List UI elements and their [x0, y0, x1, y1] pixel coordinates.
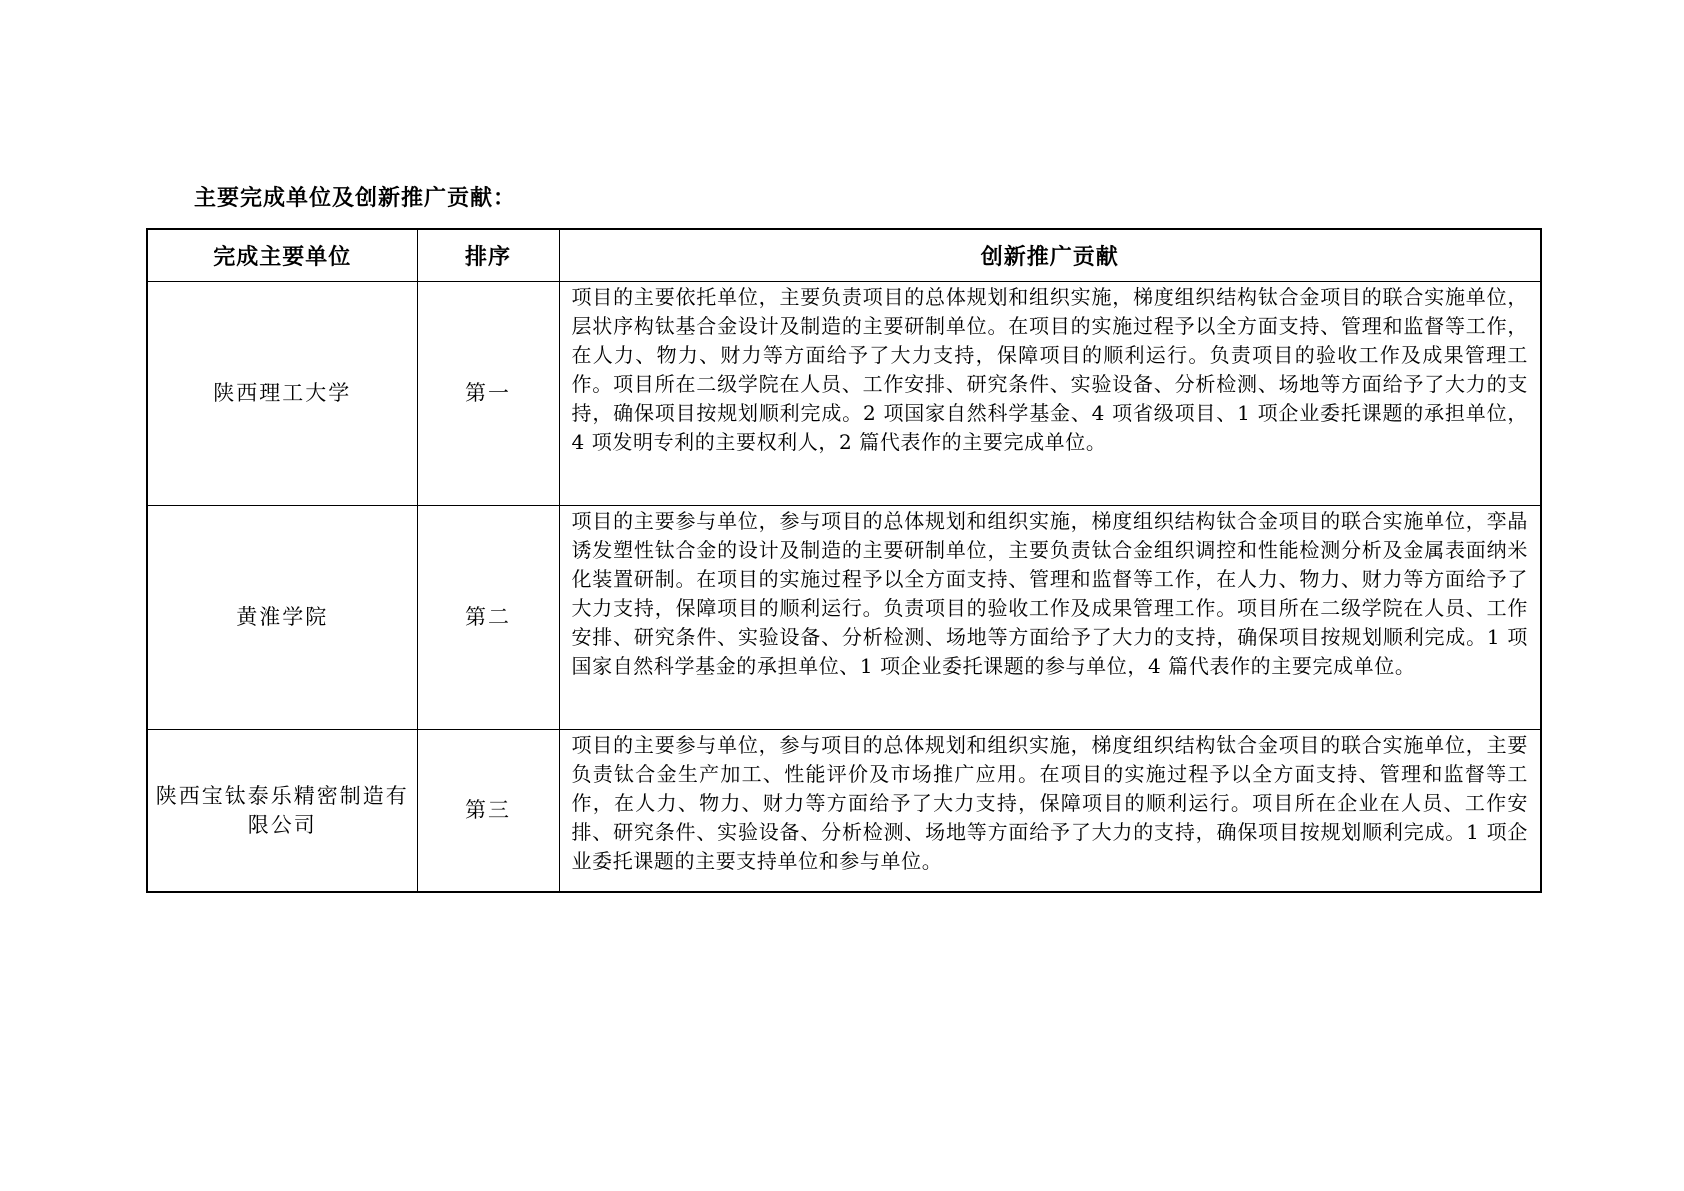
document-heading: 主要完成单位及创新推广贡献： — [194, 185, 517, 211]
rank-cell: 第二 — [417, 506, 559, 730]
table-row — [147, 506, 1541, 730]
unit-name-cell: 黄淮学院 — [147, 506, 417, 730]
unit-name-cell: 陕西理工大学 — [147, 282, 417, 506]
rank-cell: 第一 — [417, 282, 559, 506]
contribution-cell: 项目的主要参与单位，参与项目的总体规划和组织实施，梯度组织结构钛合金项目的联合实施单位，孪晶诱发塑性钛合金的设计及制造的主要研制单位，主要负责钛合金组织调控和性能检测分析及金属表面纳米化装置研制。在项目的实施过程予以全方面支持、管理和监督等工作，在人力、物力、财力等方面给予了大力支持，保障项目的顺利运行。负责项目的验收工作及成果管理工作。项目所在二级学院在人员、工作安排、研究条件、实验设备、分析检测、场地等方面给予了大力的支持，确保项目按规划顺利完成。1 项国家自然科学基金的承担单位、1 项企业委托课题的参与单位，4 篇代表作的主要完成单位。 — [559, 506, 1541, 730]
contribution-cell: 项目的主要参与单位，参与项目的总体规划和组织实施，梯度组织结构钛合金项目的联合实施单位，主要负责钛合金生产加工、性能评价及市场推广应用。在项目的实施过程予以全方面支持、管理和监督等工作，在人力、物力、财力等方面给予了大力支持，保障项目的顺利运行。项目所在企业在人员、工作安排、研究条件、实验设备、分析检测、场地等方面给予了大力的支持，确保项目按规划顺利完成。1 项企业委托课题的主要支持单位和参与单位。 — [559, 730, 1541, 893]
header-rank: 排序 — [417, 229, 559, 282]
contribution-cell: 项目的主要依托单位，主要负责项目的总体规划和组织实施，梯度组织结构钛合金项目的联合实施单位，层状序构钛基合金设计及制造的主要研制单位。在项目的实施过程予以全方面支持、管理和监督等工作，在人力、物力、财力等方面给予了大力支持，保障项目的顺利运行。负责项目的验收工作及成果管理工作。项目所在二级学院在人员、工作安排、研究条件、实验设备、分析检测、场地等方面给予了大力的支持，确保项目按规划顺利完成。2 项国家自然科学基金、4 项省级项目、1 项企业委托课题的承担单位，4 项发明专利的主要权利人，2 篇代表作的主要完成单位。 — [559, 282, 1541, 506]
table-row — [147, 282, 1541, 506]
units-contribution-table — [146, 228, 1542, 893]
header-contribution: 创新推广贡献 — [559, 229, 1541, 282]
table-header-row — [147, 229, 1541, 282]
rank-cell: 第三 — [417, 730, 559, 893]
header-unit: 完成主要单位 — [147, 229, 417, 282]
unit-name-cell: 陕西宝钛泰乐精密制造有限公司 — [147, 730, 417, 893]
table-row — [147, 730, 1541, 893]
